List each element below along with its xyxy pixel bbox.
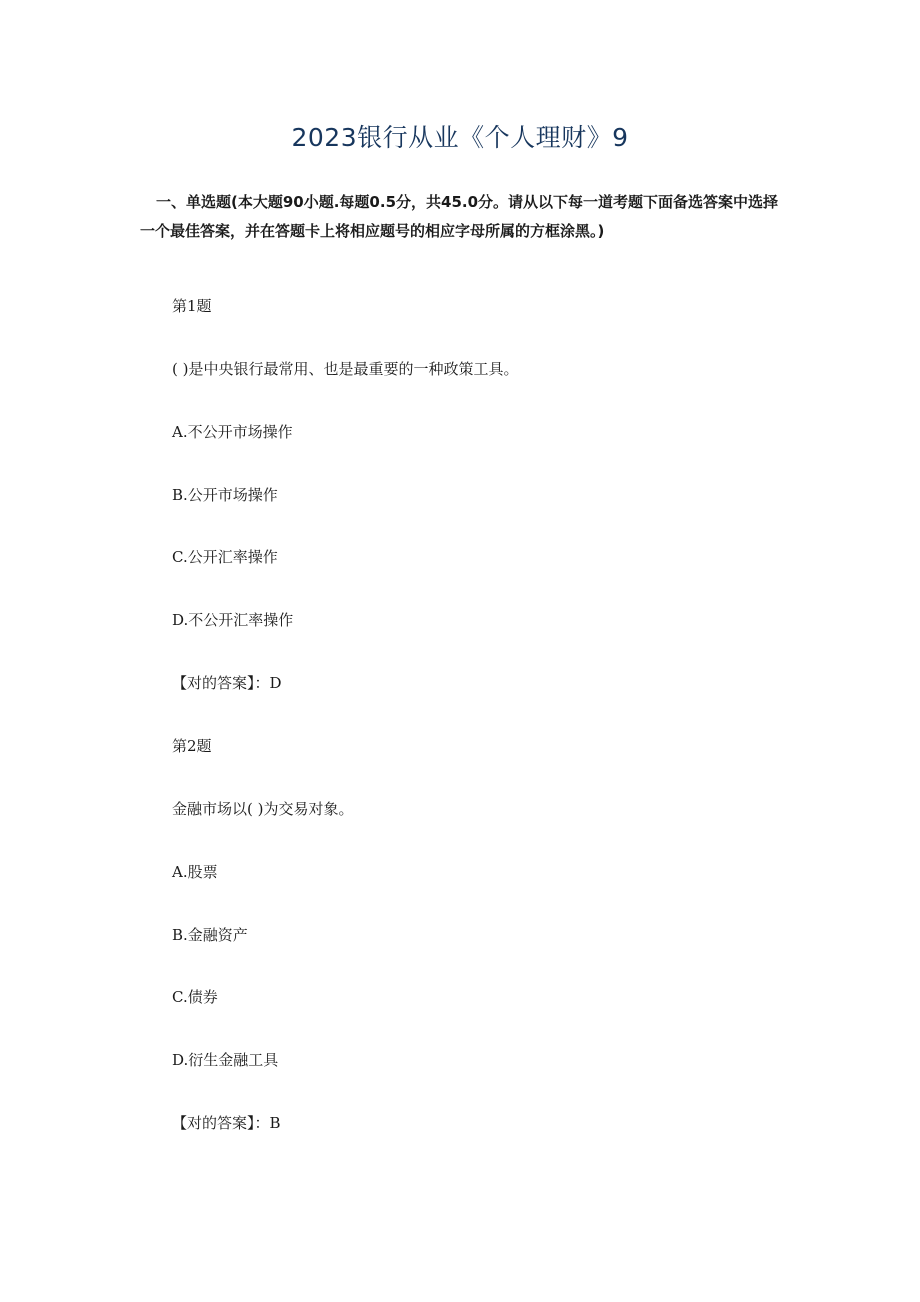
document-title: 2023银行从业《个人理财》9 xyxy=(291,123,629,152)
correct-answer: 【对的答案】：D xyxy=(172,674,282,692)
option-d: D.衍生金融工具 xyxy=(172,1051,279,1069)
option-d: D.不公开汇率操作 xyxy=(172,611,294,629)
question-stem: ( )是中央银行最常用、也是最重要的一种政策工具。 xyxy=(172,360,519,378)
option-a: A.股票 xyxy=(172,863,218,881)
section-instructions: 一、单选题(本大题90小题.每题0.5分，共45.0分。请从以下每一道考题下面备选答案中选择一个最佳答案，并在答题卡上将相应题号的相应字母所属的方框涂黑。) xyxy=(140,193,779,240)
option-a: A.不公开市场操作 xyxy=(172,423,293,441)
option-c: C.债券 xyxy=(172,988,218,1006)
question-stem: 金融市场以( )为交易对象。 xyxy=(172,800,354,818)
question-number: 第2题 xyxy=(172,737,212,755)
option-b: B.金融资产 xyxy=(172,926,248,944)
option-b: B.公开市场操作 xyxy=(172,486,278,504)
question-number: 第1题 xyxy=(172,297,212,315)
correct-answer: 【对的答案】：B xyxy=(172,1114,281,1132)
option-c: C.公开汇率操作 xyxy=(172,548,278,566)
